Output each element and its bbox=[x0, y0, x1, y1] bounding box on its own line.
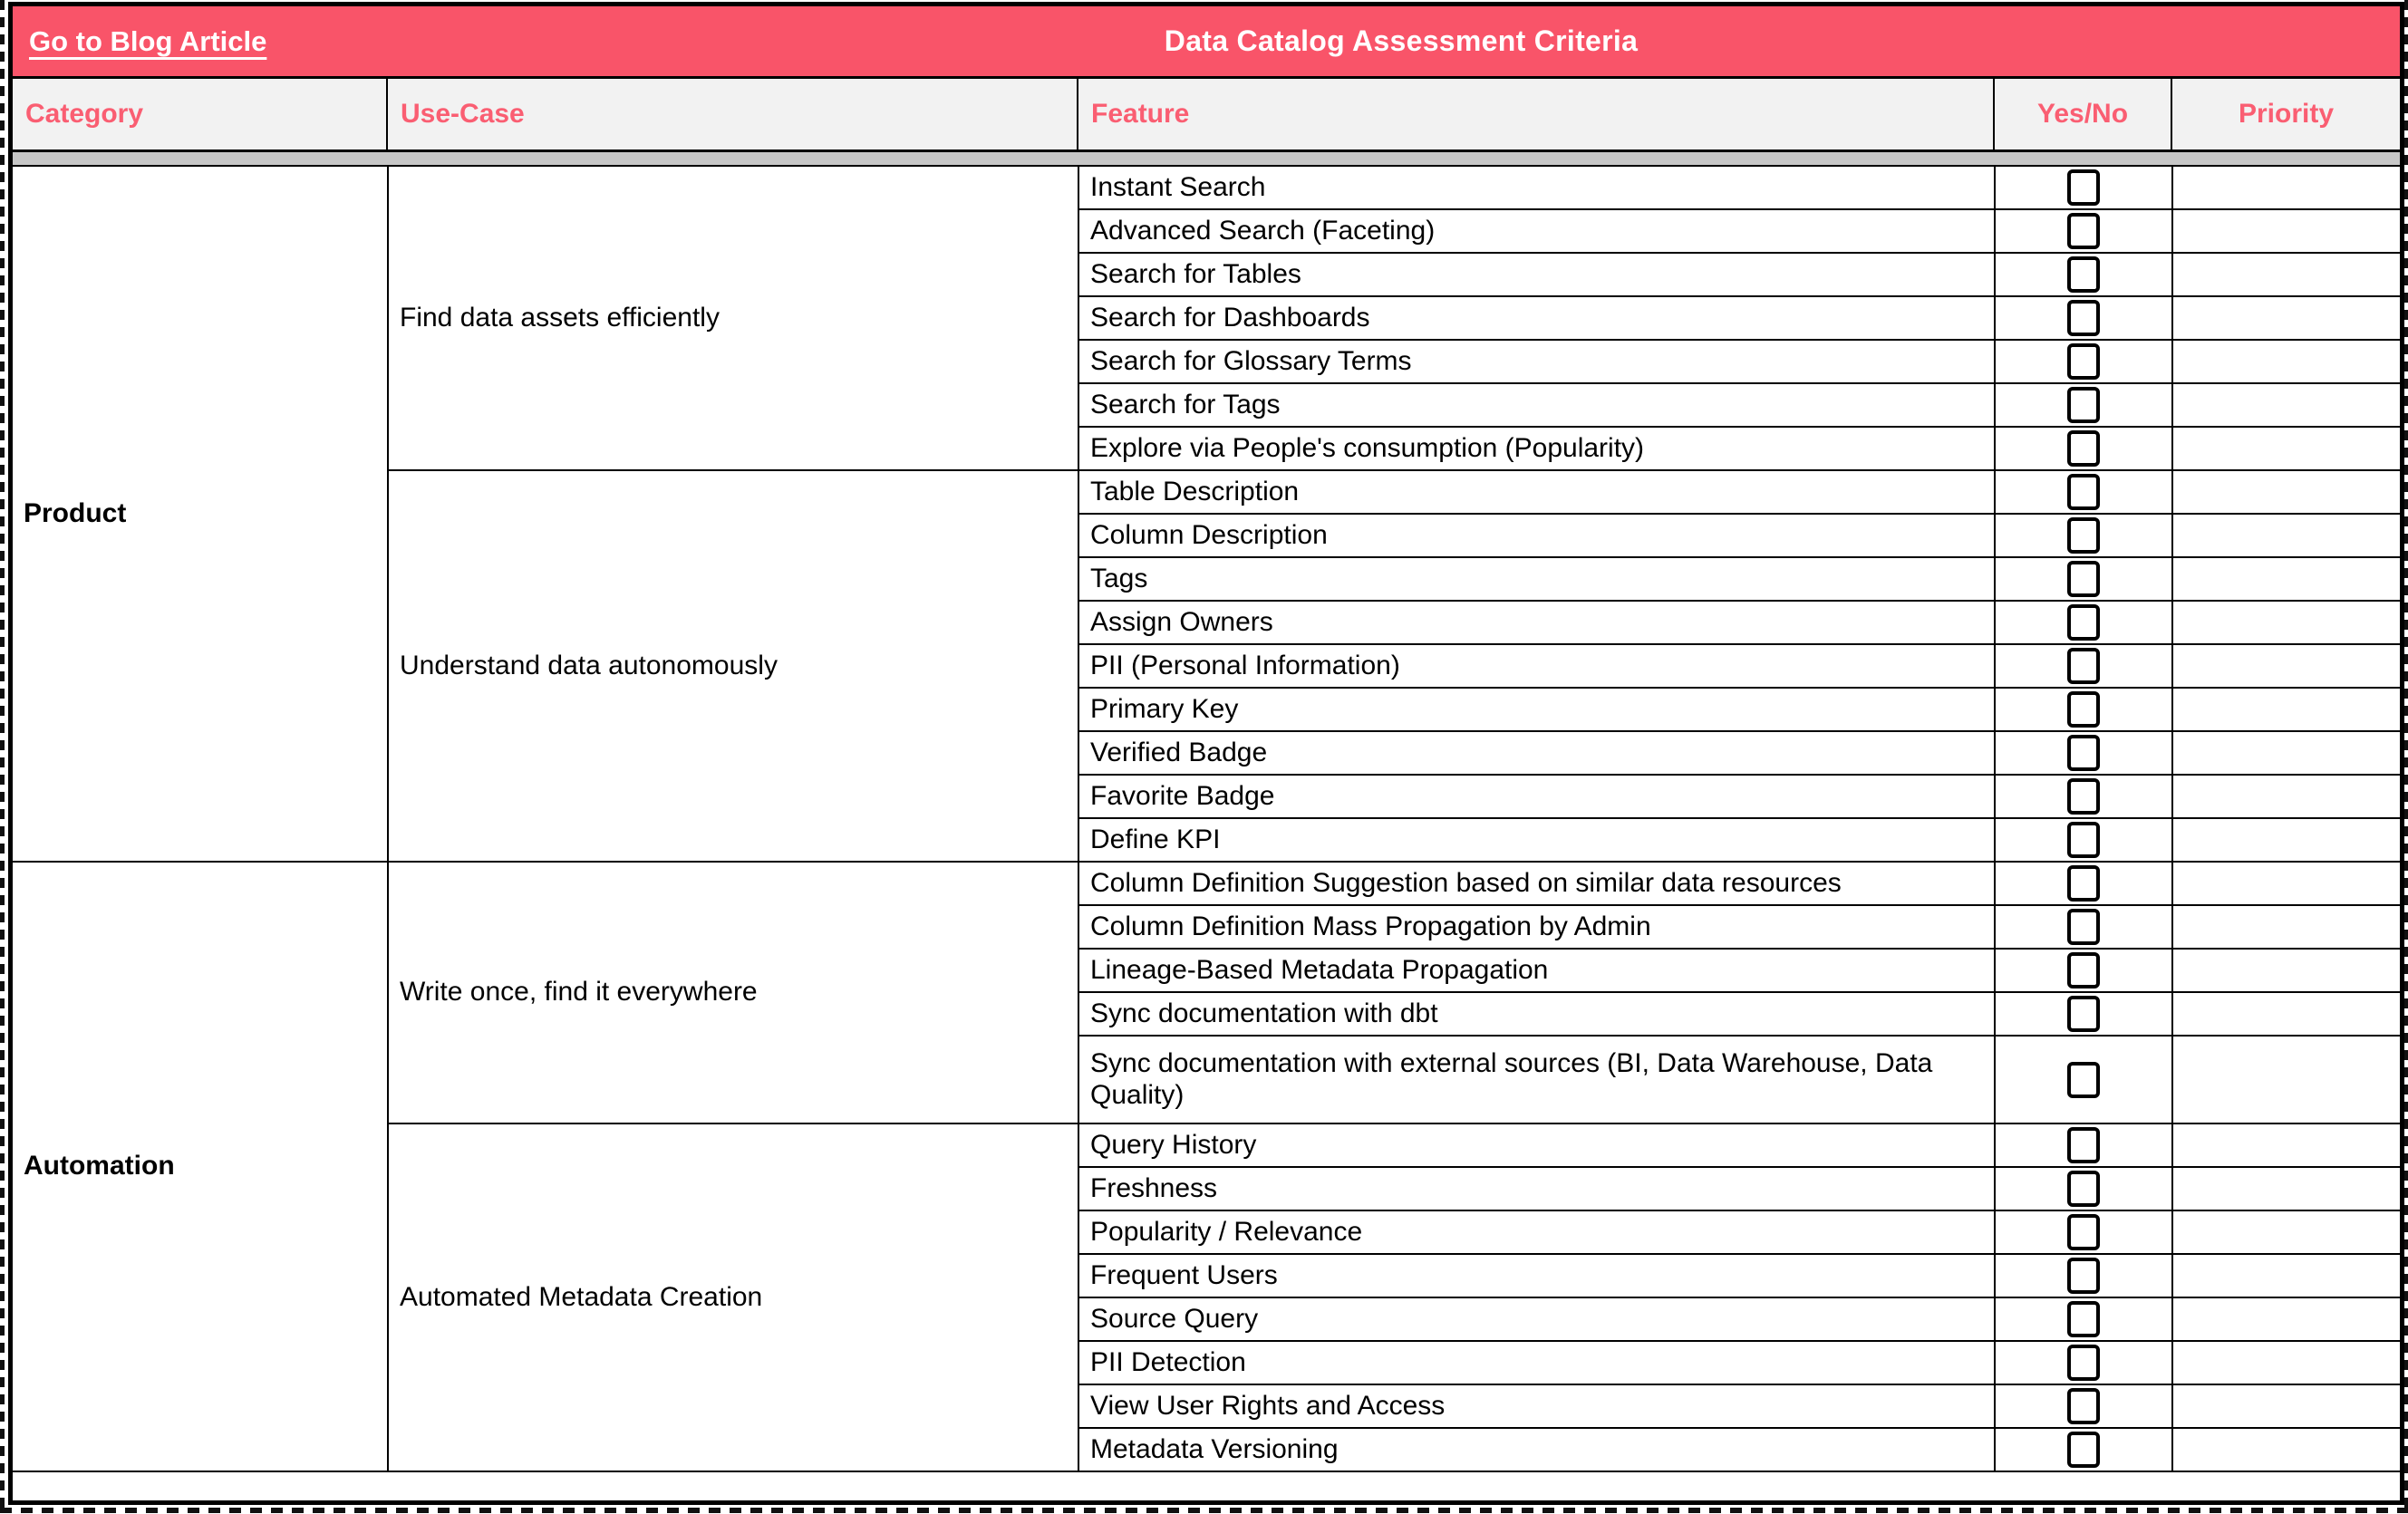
yes-no-cell bbox=[1995, 601, 2172, 644]
priority-cell[interactable] bbox=[2172, 296, 2400, 340]
use-case-cell: Understand data autonomously bbox=[388, 470, 1078, 862]
yes-no-checkbox[interactable] bbox=[2067, 1127, 2100, 1163]
yes-no-cell bbox=[1995, 340, 2172, 383]
yes-no-checkbox[interactable] bbox=[2067, 387, 2100, 423]
yes-no-checkbox[interactable] bbox=[2067, 169, 2100, 206]
column-header-yes-no: Yes/No bbox=[1995, 79, 2172, 149]
table-row bbox=[13, 166, 2400, 209]
yes-no-checkbox[interactable] bbox=[2067, 256, 2100, 293]
priority-cell[interactable] bbox=[2172, 1123, 2400, 1167]
yes-no-checkbox[interactable] bbox=[2067, 343, 2100, 380]
priority-cell[interactable] bbox=[2172, 1167, 2400, 1210]
frozen-row-divider bbox=[13, 152, 2400, 165]
feature-cell: Primary Key bbox=[1078, 688, 1995, 731]
priority-cell[interactable] bbox=[2172, 1210, 2400, 1254]
yes-no-checkbox[interactable] bbox=[2067, 474, 2100, 510]
yes-no-checkbox[interactable] bbox=[2067, 648, 2100, 684]
feature-cell: Metadata Versioning bbox=[1078, 1428, 1995, 1471]
priority-cell[interactable] bbox=[2172, 992, 2400, 1036]
yes-no-checkbox[interactable] bbox=[2067, 517, 2100, 554]
feature-cell: View User Rights and Access bbox=[1078, 1384, 1995, 1428]
yes-no-cell bbox=[1995, 209, 2172, 253]
yes-no-checkbox[interactable] bbox=[2067, 952, 2100, 988]
priority-cell[interactable] bbox=[2172, 731, 2400, 775]
feature-cell: Freshness bbox=[1078, 1167, 1995, 1210]
yes-no-checkbox[interactable] bbox=[2067, 1062, 2100, 1098]
feature-cell: Source Query bbox=[1078, 1297, 1995, 1341]
yes-no-checkbox[interactable] bbox=[2067, 604, 2100, 641]
feature-cell: Search for Tables bbox=[1078, 253, 1995, 296]
yes-no-checkbox[interactable] bbox=[2067, 996, 2100, 1032]
yes-no-cell bbox=[1995, 644, 2172, 688]
yes-no-cell bbox=[1995, 731, 2172, 775]
priority-cell[interactable] bbox=[2172, 340, 2400, 383]
yes-no-cell bbox=[1995, 862, 2172, 905]
priority-cell[interactable] bbox=[2172, 1384, 2400, 1428]
yes-no-cell bbox=[1995, 905, 2172, 949]
page-break-dashes-right bbox=[2404, 0, 2408, 1514]
feature-cell: Search for Dashboards bbox=[1078, 296, 1995, 340]
priority-cell[interactable] bbox=[2172, 1341, 2400, 1384]
yes-no-cell bbox=[1995, 1254, 2172, 1297]
yes-no-checkbox[interactable] bbox=[2067, 1432, 2100, 1468]
use-case-cell: Find data assets efficiently bbox=[388, 166, 1078, 470]
feature-cell: Query History bbox=[1078, 1123, 1995, 1167]
priority-cell[interactable] bbox=[2172, 644, 2400, 688]
yes-no-checkbox[interactable] bbox=[2067, 1345, 2100, 1381]
yes-no-checkbox[interactable] bbox=[2067, 430, 2100, 467]
priority-cell[interactable] bbox=[2172, 1036, 2400, 1123]
yes-no-cell bbox=[1995, 427, 2172, 470]
title-banner bbox=[13, 6, 2400, 79]
priority-cell[interactable] bbox=[2172, 949, 2400, 992]
priority-cell[interactable] bbox=[2172, 209, 2400, 253]
blog-article-link[interactable]: Go to Blog Article bbox=[29, 24, 267, 57]
feature-cell: Sync documentation with dbt bbox=[1078, 992, 1995, 1036]
category-cell: Product bbox=[13, 166, 388, 862]
feature-cell: Sync documentation with external sources (BI, Data Warehouse, Data Quality) bbox=[1078, 1036, 1995, 1123]
yes-no-cell bbox=[1995, 775, 2172, 818]
criteria-grid bbox=[13, 165, 2400, 1472]
priority-cell[interactable] bbox=[2172, 557, 2400, 601]
yes-no-checkbox[interactable] bbox=[2067, 1258, 2100, 1294]
priority-cell[interactable] bbox=[2172, 427, 2400, 470]
feature-cell: Advanced Search (Faceting) bbox=[1078, 209, 1995, 253]
priority-cell[interactable] bbox=[2172, 905, 2400, 949]
yes-no-cell bbox=[1995, 992, 2172, 1036]
yes-no-cell bbox=[1995, 949, 2172, 992]
yes-no-cell bbox=[1995, 1384, 2172, 1428]
yes-no-cell bbox=[1995, 253, 2172, 296]
feature-cell: Favorite Badge bbox=[1078, 775, 1995, 818]
yes-no-cell bbox=[1995, 1341, 2172, 1384]
column-header-priority: Priority bbox=[2238, 99, 2335, 129]
priority-cell[interactable] bbox=[2172, 775, 2400, 818]
yes-no-checkbox[interactable] bbox=[2067, 1214, 2100, 1250]
yes-no-cell bbox=[1995, 818, 2172, 862]
feature-cell: Column Definition Suggestion based on similar data resources bbox=[1078, 862, 1995, 905]
feature-cell: PII Detection bbox=[1078, 1341, 1995, 1384]
feature-cell: Define KPI bbox=[1078, 818, 1995, 862]
yes-no-checkbox[interactable] bbox=[2067, 865, 2100, 902]
yes-no-checkbox[interactable] bbox=[2067, 300, 2100, 336]
feature-cell: Instant Search bbox=[1078, 166, 1995, 209]
feature-cell: Table Description bbox=[1078, 470, 1995, 514]
priority-cell[interactable] bbox=[2172, 1254, 2400, 1297]
yes-no-cell bbox=[1995, 557, 2172, 601]
category-cell: Automation bbox=[13, 862, 388, 1471]
sheet-title: Data Catalog Assessment Criteria bbox=[1164, 24, 1639, 57]
priority-cell[interactable] bbox=[2172, 688, 2400, 731]
yes-no-cell bbox=[1995, 296, 2172, 340]
feature-cell: Search for Glossary Terms bbox=[1078, 340, 1995, 383]
yes-no-checkbox[interactable] bbox=[2067, 213, 2100, 249]
feature-cell: Column Description bbox=[1078, 514, 1995, 557]
yes-no-cell bbox=[1995, 1210, 2172, 1254]
yes-no-checkbox[interactable] bbox=[2067, 822, 2100, 858]
yes-no-cell bbox=[1995, 1297, 2172, 1341]
feature-cell: Verified Badge bbox=[1078, 731, 1995, 775]
yes-no-cell bbox=[1995, 383, 2172, 427]
yes-no-checkbox[interactable] bbox=[2067, 1171, 2100, 1207]
page-break-dashes-left bbox=[0, 0, 5, 1514]
priority-cell[interactable] bbox=[2172, 601, 2400, 644]
page-break-dashes-bottom bbox=[0, 1508, 2408, 1513]
priority-cell[interactable] bbox=[2172, 253, 2400, 296]
feature-cell: Frequent Users bbox=[1078, 1254, 1995, 1297]
priority-cell[interactable] bbox=[2172, 470, 2400, 514]
assessment-table bbox=[8, 2, 2404, 1505]
column-header-feature: Feature bbox=[1078, 79, 1995, 149]
yes-no-cell bbox=[1995, 1167, 2172, 1210]
yes-no-cell bbox=[1995, 166, 2172, 209]
yes-no-checkbox[interactable] bbox=[2067, 1301, 2100, 1337]
feature-cell: Column Definition Mass Propagation by Admin bbox=[1078, 905, 1995, 949]
yes-no-cell bbox=[1995, 1036, 2172, 1123]
yes-no-checkbox[interactable] bbox=[2067, 691, 2100, 728]
priority-cell[interactable] bbox=[2172, 862, 2400, 905]
column-header-row bbox=[13, 79, 2400, 152]
yes-no-checkbox[interactable] bbox=[2067, 1388, 2100, 1424]
yes-no-checkbox[interactable] bbox=[2067, 561, 2100, 597]
priority-cell[interactable] bbox=[2172, 818, 2400, 862]
feature-cell: Search for Tags bbox=[1078, 383, 1995, 427]
yes-no-cell bbox=[1995, 514, 2172, 557]
priority-cell[interactable] bbox=[2172, 166, 2400, 209]
priority-cell[interactable] bbox=[2172, 1428, 2400, 1471]
feature-cell: Assign Owners bbox=[1078, 601, 1995, 644]
yes-no-checkbox[interactable] bbox=[2067, 778, 2100, 815]
yes-no-checkbox[interactable] bbox=[2067, 909, 2100, 945]
use-case-cell: Automated Metadata Creation bbox=[388, 1123, 1078, 1471]
feature-cell: Tags bbox=[1078, 557, 1995, 601]
feature-cell: PII (Personal Information) bbox=[1078, 644, 1995, 688]
feature-cell: Lineage-Based Metadata Propagation bbox=[1078, 949, 1995, 992]
priority-cell[interactable] bbox=[2172, 514, 2400, 557]
yes-no-cell bbox=[1995, 470, 2172, 514]
column-header-use-case: Use-Case bbox=[388, 79, 1078, 149]
column-header-category: Category bbox=[13, 79, 388, 149]
priority-cell[interactable] bbox=[2172, 1297, 2400, 1341]
yes-no-checkbox[interactable] bbox=[2067, 735, 2100, 771]
use-case-cell: Write once, find it everywhere bbox=[388, 862, 1078, 1123]
feature-cell: Popularity / Relevance bbox=[1078, 1210, 1995, 1254]
feature-cell: Explore via People's consumption (Popularity) bbox=[1078, 427, 1995, 470]
priority-cell[interactable] bbox=[2172, 383, 2400, 427]
yes-no-cell bbox=[1995, 688, 2172, 731]
yes-no-cell bbox=[1995, 1123, 2172, 1167]
table-row bbox=[13, 862, 2400, 905]
yes-no-cell bbox=[1995, 1428, 2172, 1471]
